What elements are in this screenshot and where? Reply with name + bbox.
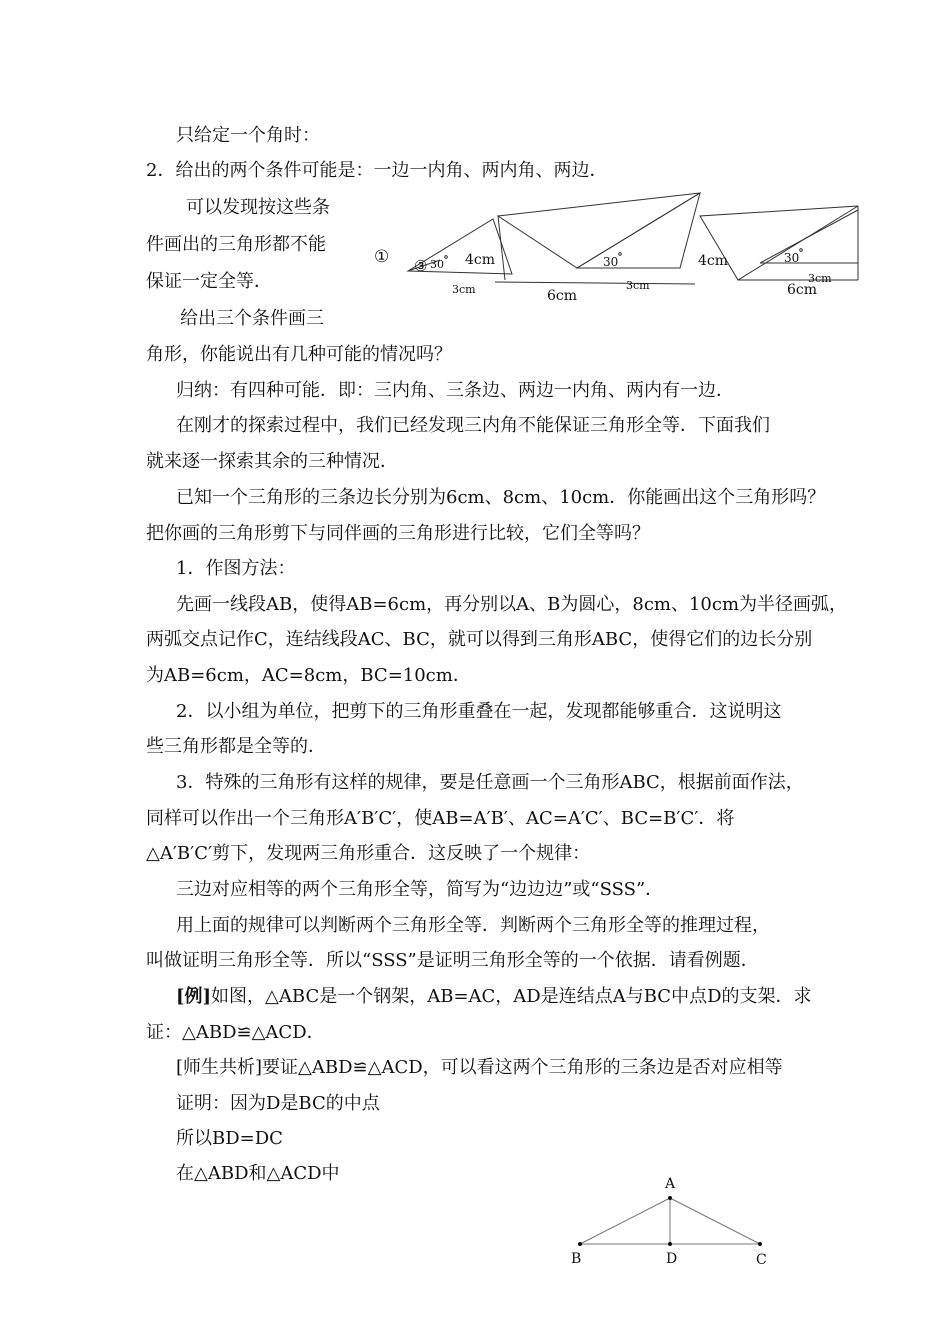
- text-line: 些三角形都是全等的．: [146, 736, 326, 757]
- length-label: 6cm: [547, 288, 578, 304]
- text-line: 已知一个三角形的三条边长分别为6cm、8cm、10cm．你能画出这个三角形吗？: [176, 487, 826, 508]
- length-label: 3cm: [452, 283, 476, 296]
- label-c: C: [756, 1252, 767, 1268]
- text-line: 就来逐一探索其余的三种情况．: [146, 451, 398, 472]
- length-label: 4cm: [465, 252, 496, 268]
- text-line: 2．给出的两个条件可能是：一边一内角、两内角、两边．: [146, 160, 608, 181]
- text-line: 可以发现按这些条: [186, 197, 330, 218]
- circled-number-1: ①: [374, 247, 390, 267]
- angle-label: 30: [603, 255, 619, 269]
- text-line: 用上面的规律可以判断两个三角形全等．判断两个三角形全等的推理过程，: [176, 915, 770, 936]
- text-line: 把你画的三角形剪下与同伴画的三角形进行比较，它们全等吗？: [146, 523, 650, 544]
- text-line: 同样可以作出一个三角形A′B′C′，使AB=A′B′、AC=A′C′、BC=B′C′．将: [146, 808, 735, 829]
- point-a: [668, 1196, 672, 1200]
- text-line: 先画一线段AB，使得AB=6cm，再分别以A、B为圆心，8cm、10cm为半径画弧，: [176, 594, 848, 615]
- text-line: 角形，你能说出有几种可能的情况吗？: [146, 344, 452, 365]
- point-b: [578, 1242, 582, 1246]
- label-b: B: [571, 1251, 582, 1267]
- text-line: 1．作图方法：: [176, 558, 296, 579]
- circled-number-3: ③: [414, 257, 428, 275]
- text-line: 叫做证明三角形全等．所以“SSS”是证明三角形全等的一个依据．请看例题．: [146, 950, 759, 971]
- length-label: 3cm: [808, 272, 832, 285]
- label-a: A: [665, 1176, 676, 1192]
- abc-figure: [560, 1165, 780, 1275]
- length-label: 6cm: [787, 282, 818, 298]
- angle-label: 30: [784, 251, 800, 265]
- text-line: △A′B′C′剪下，发现两三角形重合．这反映了一个规律：: [146, 843, 591, 864]
- length-label: 3cm: [626, 279, 650, 292]
- text-line: 所以BD=DC: [176, 1128, 283, 1149]
- degree-icon: [619, 253, 622, 256]
- side-ab: [580, 1198, 670, 1244]
- example-marker: [例]: [176, 986, 212, 1007]
- text-line: 在刚才的探索过程中，我们已经发现三内角不能保证三角形全等．下面我们: [176, 415, 770, 436]
- degree-icon: [800, 249, 803, 252]
- point-c: [758, 1242, 762, 1246]
- label-d: D: [666, 1251, 678, 1267]
- text-line: 保证一定全等．: [146, 271, 272, 292]
- text-line: 证：△ABD≌△ACD．: [146, 1022, 325, 1043]
- text-line: 只给定一个角时：: [176, 125, 320, 146]
- text-line: 证明：因为D是BC的中点: [176, 1093, 380, 1114]
- text-line: [176, 985, 812, 1009]
- text-line: 两弧交点记作C，连结线段AC、BC，就可以得到三角形ABC，使得它们的边长分别: [146, 629, 813, 650]
- degree-icon: [445, 256, 448, 259]
- text-line: 给出三个条件画三: [180, 308, 324, 329]
- length-label: 4cm: [698, 253, 729, 269]
- text-line: 归纳：有四种可能．即：三内角、三条边、两边一内角、两内有一边．: [176, 380, 734, 401]
- text-line: 三边对应相等的两个三角形全等，简写为“边边边”或“SSS”．: [176, 879, 664, 900]
- point-d: [668, 1242, 672, 1246]
- text-line: [师生共析]要证△ABD≌△ACD，可以看这两个三角形的三条边是否对应相等: [176, 1057, 783, 1078]
- degree-marks: [0, 0, 950, 320]
- text-line: 为AB=6cm，AC=8cm，BC=10cm．: [146, 665, 471, 686]
- text-line: 件画出的三角形都不能: [146, 234, 326, 255]
- angle-label: 30: [430, 258, 444, 271]
- example-text: 如图，△ABC是一个钢架，AB=AC，AD是连结点A与BC中点D的支架．求: [211, 986, 812, 1007]
- text-line: 在△ABD和△ACD中: [176, 1163, 340, 1184]
- text-line: 3．特殊的三角形有这样的规律，要是任意画一个三角形ABC，根据前面作法，: [176, 772, 804, 793]
- side-ac: [670, 1198, 760, 1244]
- text-line: 2．以小组为单位，把剪下的三角形重叠在一起，发现都能够重合．这说明这: [176, 701, 782, 722]
